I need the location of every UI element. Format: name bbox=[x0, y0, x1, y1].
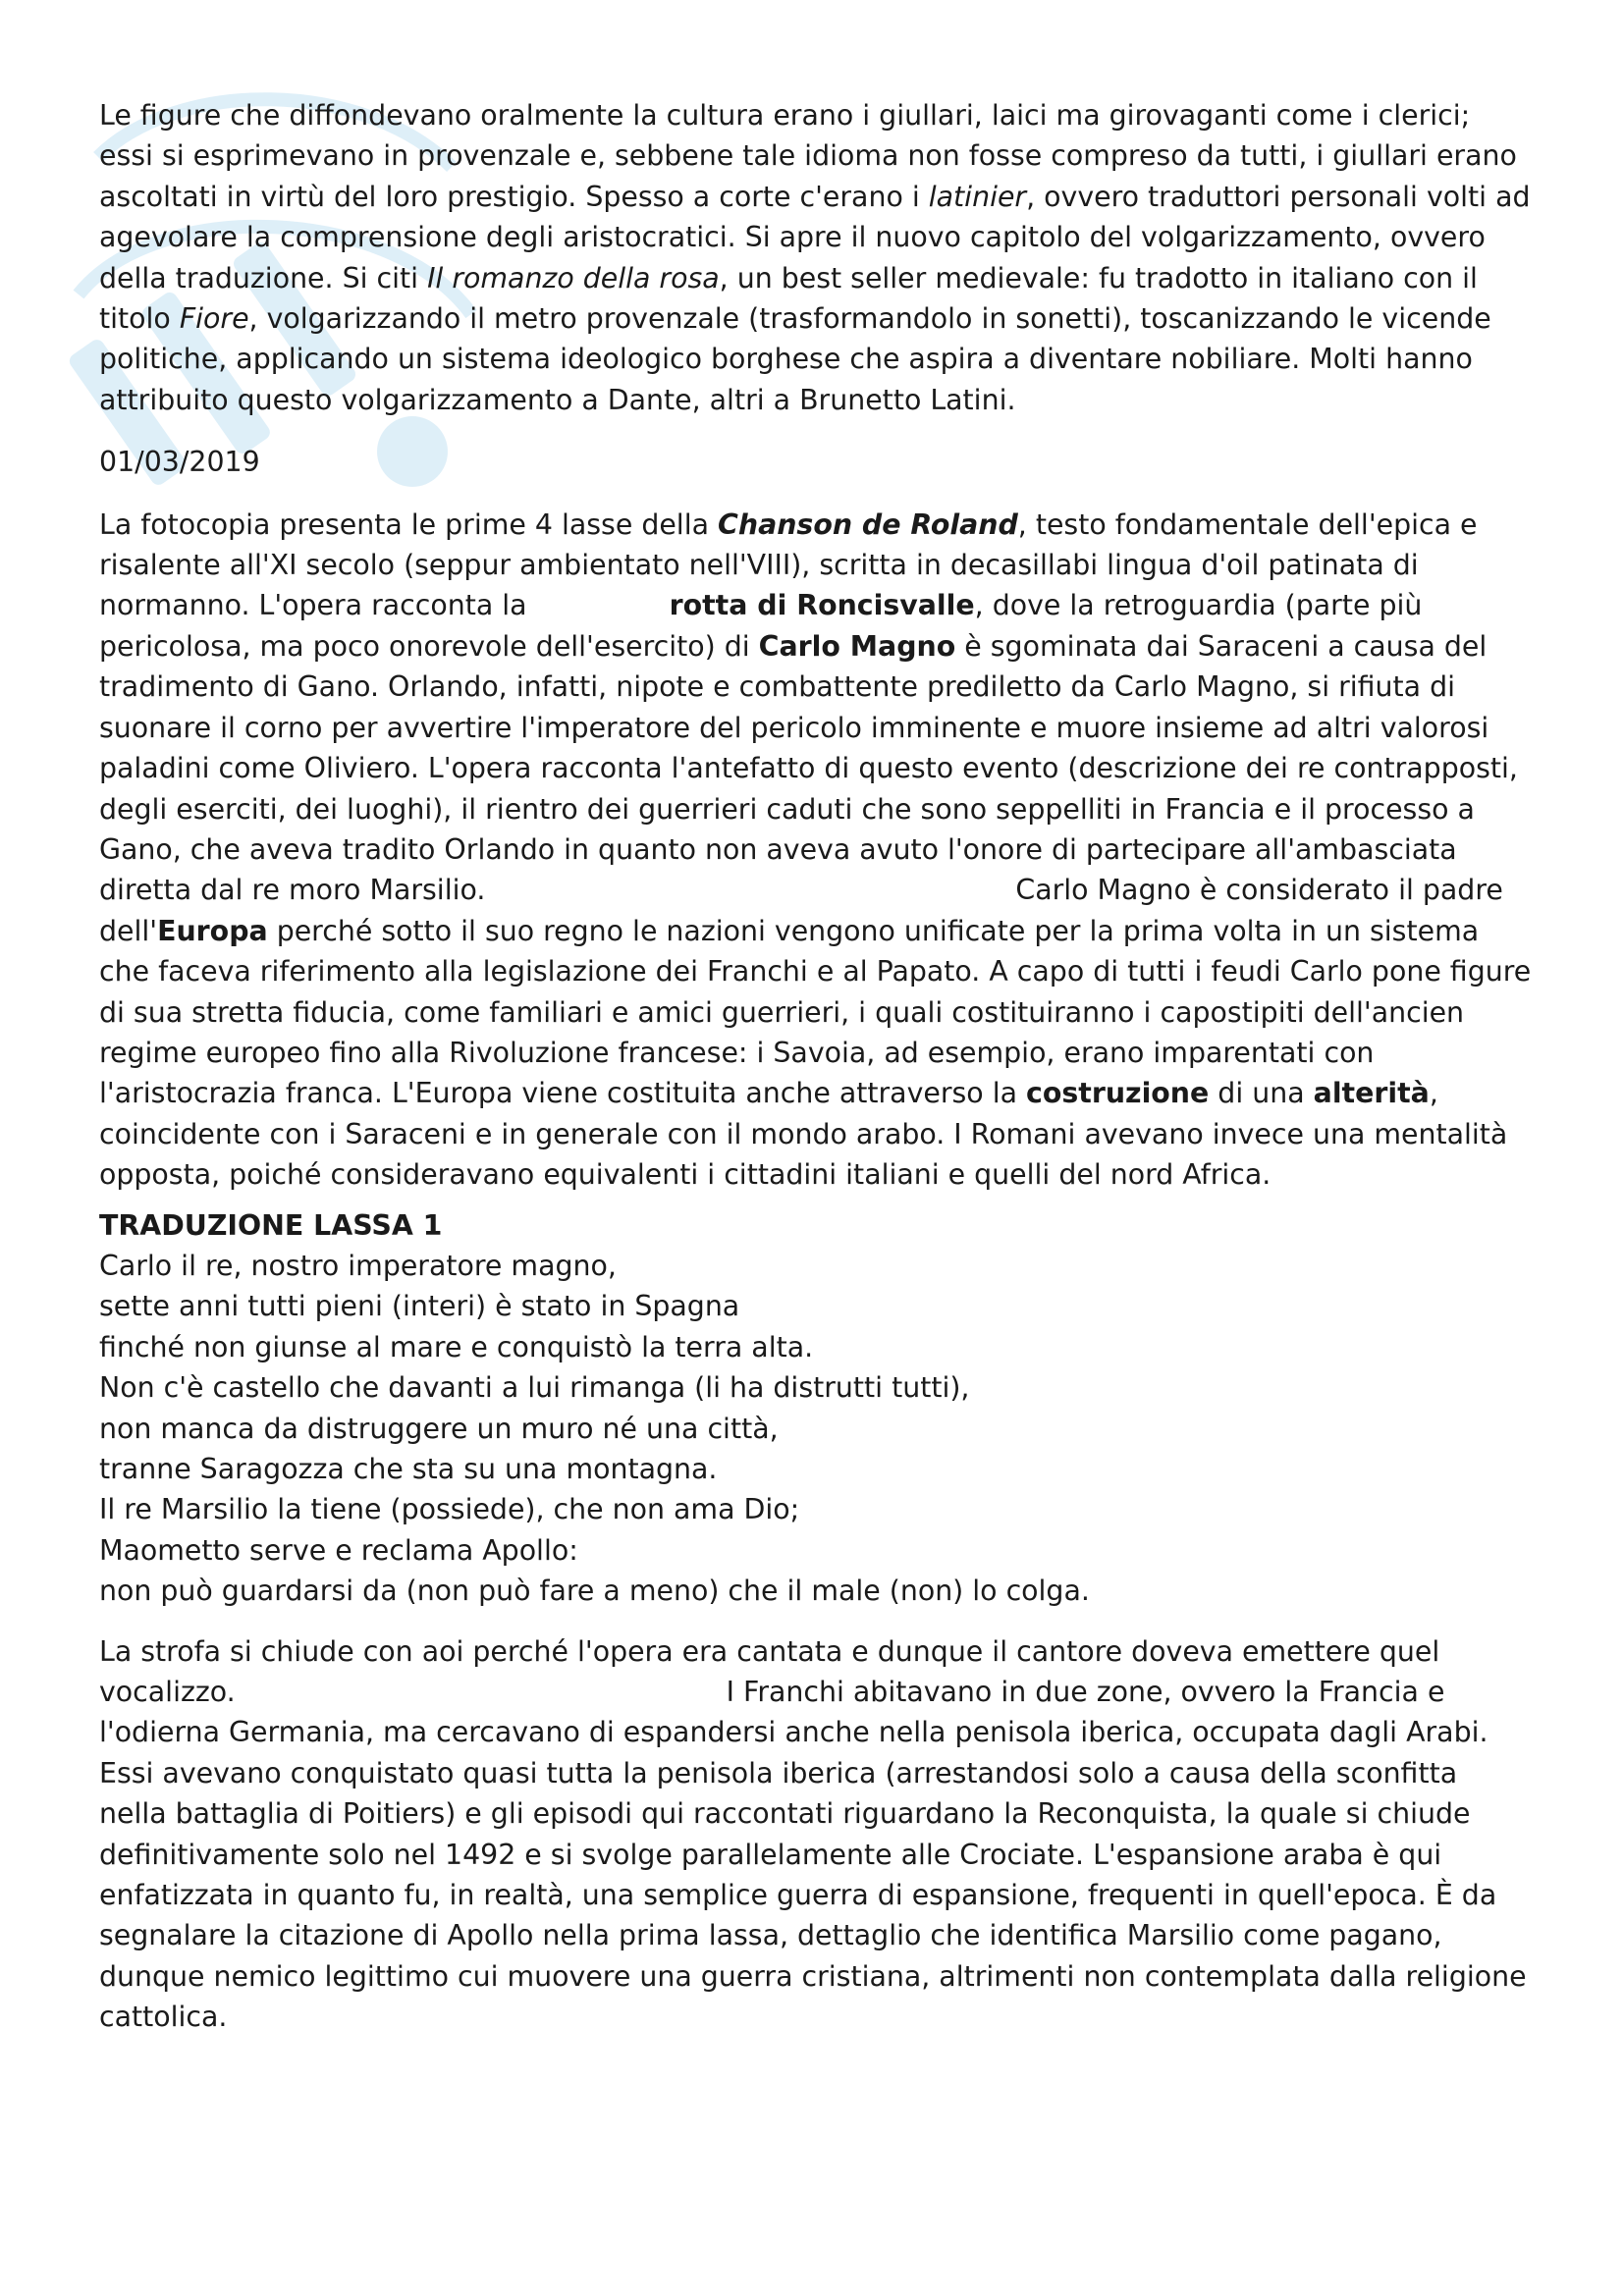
paragraph-text: , volgarizzando il metro provenzale (trasformandolo in sonetti), toscanizzando le vicende politiche, applicando un sistema ideologico borghese che aspira a diventare nobiliare. Molti hanno attribuito questo volgarizzamento a Dante, altri a Brunetto Latini. bbox=[99, 302, 1491, 416]
verse-line: non manca da distruggere un muro né una città, bbox=[99, 1412, 779, 1445]
paragraph-text: , un best seller medievale: fu tradotto in italiano con il titolo bbox=[99, 261, 1478, 336]
verse-line: finché non giunse al mare e conquistò la terra alta. bbox=[99, 1330, 814, 1363]
document-body bbox=[99, 95, 1533, 2038]
paragraph-text: , ovvero traduttori personali volti ad agevolare la comprensione degli aristocratici. Si apre il nuovo capitolo del volgarizzamento, ovvero della traduzione. Si citi bbox=[99, 180, 1531, 294]
paragraph-franchi bbox=[99, 1631, 1533, 2038]
bold-term: costruzione bbox=[1026, 1077, 1210, 1110]
paragraph-text: La fotocopia presenta le prime 4 lasse della bbox=[99, 507, 719, 541]
paragraph-text: , coincidente con i Saraceni e in generale con il mondo arabo. I Romani avevano invece una mentalità opposta, poiché consideravano equivalenti i cittadini italiani e quelli del nord Africa. bbox=[99, 1077, 1508, 1192]
paragraph-text: Le figure che diffondevano oralmente la cultura erano i giullari, laici ma girovaganti come i clerici; essi si esprimevano in provenzale e, sebbene tale idioma non fosse compreso da tutti, i giullari erano ascoltati in virtù del loro prestigio. Spesso a corte c'erano i bbox=[99, 99, 1517, 213]
verse-translation bbox=[99, 1205, 1533, 1612]
verse-line: tranne Saragozza che sta su una montagna. bbox=[99, 1453, 718, 1485]
verse-line: non può guardarsi da (non può fare a meno) che il male (non) lo colga. bbox=[99, 1575, 1090, 1608]
paragraph-text: Carlo Magno è considerato il padre dell' bbox=[99, 874, 1503, 947]
paragraph-chanson bbox=[99, 505, 1533, 1196]
section-date: 01/03/2019 bbox=[99, 446, 260, 479]
paragraph-giullari bbox=[99, 95, 1533, 420]
italic-term: latinier bbox=[928, 180, 1027, 213]
bold-term: Carlo Magno bbox=[758, 629, 956, 663]
bold-term: rotta di Roncisvalle bbox=[669, 589, 975, 622]
paragraph-text: di una bbox=[1209, 1077, 1314, 1110]
verse-line: Carlo il re, nostro imperatore magno, bbox=[99, 1249, 617, 1282]
italic-title: Fiore bbox=[179, 302, 249, 336]
paragraph-text: La strofa si chiude con aoi perché l'opera era cantata e dunque il cantore doveva emettere quel vocalizzo. bbox=[99, 1634, 1440, 1709]
paragraph-text: I Franchi abitavano in due zone, ovvero la Francia e l'odierna Germania, ma cercavano di espandersi anche nella penisola iberica, occupata dagli Arabi. Essi avevano conquistato quasi tutta la penisola iberica (arrestandosi solo a causa della sconfitta nella battaglia di Poitiers) e gli episodi qui raccontati riguardano la Reconquista, la quale si chiude definitivamente solo nel 1492 e si svolge parallelamente alle Crociate. L'espansione araba è qui enfatizzata in quanto fu, in realtà, una semplice guerra di espansione, frequenti in quell'epoca. È da segnalare la citazione di Apollo nella prima lassa, dettaglio che identifica Marsilio come pagano, dunque nemico legittimo cui muovere una guerra cristiana, altrimenti non contemplata dalla religione cattolica. bbox=[99, 1676, 1527, 2034]
paragraph-text: , testo fondamentale dell'epica e risalente all'XI secolo (seppur ambientato nell'VIII), scritta in decasillabi lingua d'oil patinata di normanno. L'opera racconta la bbox=[99, 507, 1478, 622]
verse-line: Maometto serve e reclama Apollo: bbox=[99, 1533, 578, 1567]
verse-line: Non c'è castello che davanti a lui rimanga (li ha distrutti tutti), bbox=[99, 1371, 970, 1405]
paragraph-text: è sgominata dai Saraceni a causa del tradimento di Gano. Orlando, infatti, nipote e combattente prediletto da Carlo Magno, si rifiuta di suonare il corno per avvertire l'imperatore del pericolo imminente e muore insieme ad altri valorosi paladini come Oliviero. L'opera racconta l'antefatto di questo evento (descrizione dei re contrapposti, degli eserciti, dei luoghi), il rientro dei guerrieri caduti che sono seppelliti in Francia e il processo a Gano, che aveva tradito Orlando in quanto non aveva avuto l'onore di partecipare all'ambasciata diretta dal re moro Marsilio. bbox=[99, 629, 1518, 907]
verse-heading: TRADUZIONE LASSA 1 bbox=[99, 1208, 443, 1242]
bold-italic-title: Chanson de Roland bbox=[718, 507, 1018, 541]
paragraph-text: , dove la retroguardia (parte più pericolosa, ma poco onorevole dell'esercito) di bbox=[99, 589, 1423, 663]
bold-term: alterità bbox=[1313, 1077, 1430, 1110]
bold-term: Europa bbox=[157, 914, 268, 947]
paragraph-text: perché sotto il suo regno le nazioni vengono unificate per la prima volta in un sistema che faceva riferimento alla legislazione dei Franchi e al Papato. A capo di tutti i feudi Carlo pone figure di sua stretta fiducia, come familiari e amici guerrieri, i quali costituiranno i capostipiti dell'ancien regime europeo fino alla Rivoluzione francese: i Savoia, ad esempio, erano imparentati con l'aristocrazia franca. L'Europa viene costituita anche attraverso la bbox=[99, 914, 1532, 1110]
italic-title: Il romanzo della rosa bbox=[427, 261, 720, 294]
verse-line: Il re Marsilio la tiene (possiede), che non ama Dio; bbox=[99, 1493, 800, 1526]
verse-line: sette anni tutti pieni (interi) è stato in Spagna bbox=[99, 1290, 740, 1323]
